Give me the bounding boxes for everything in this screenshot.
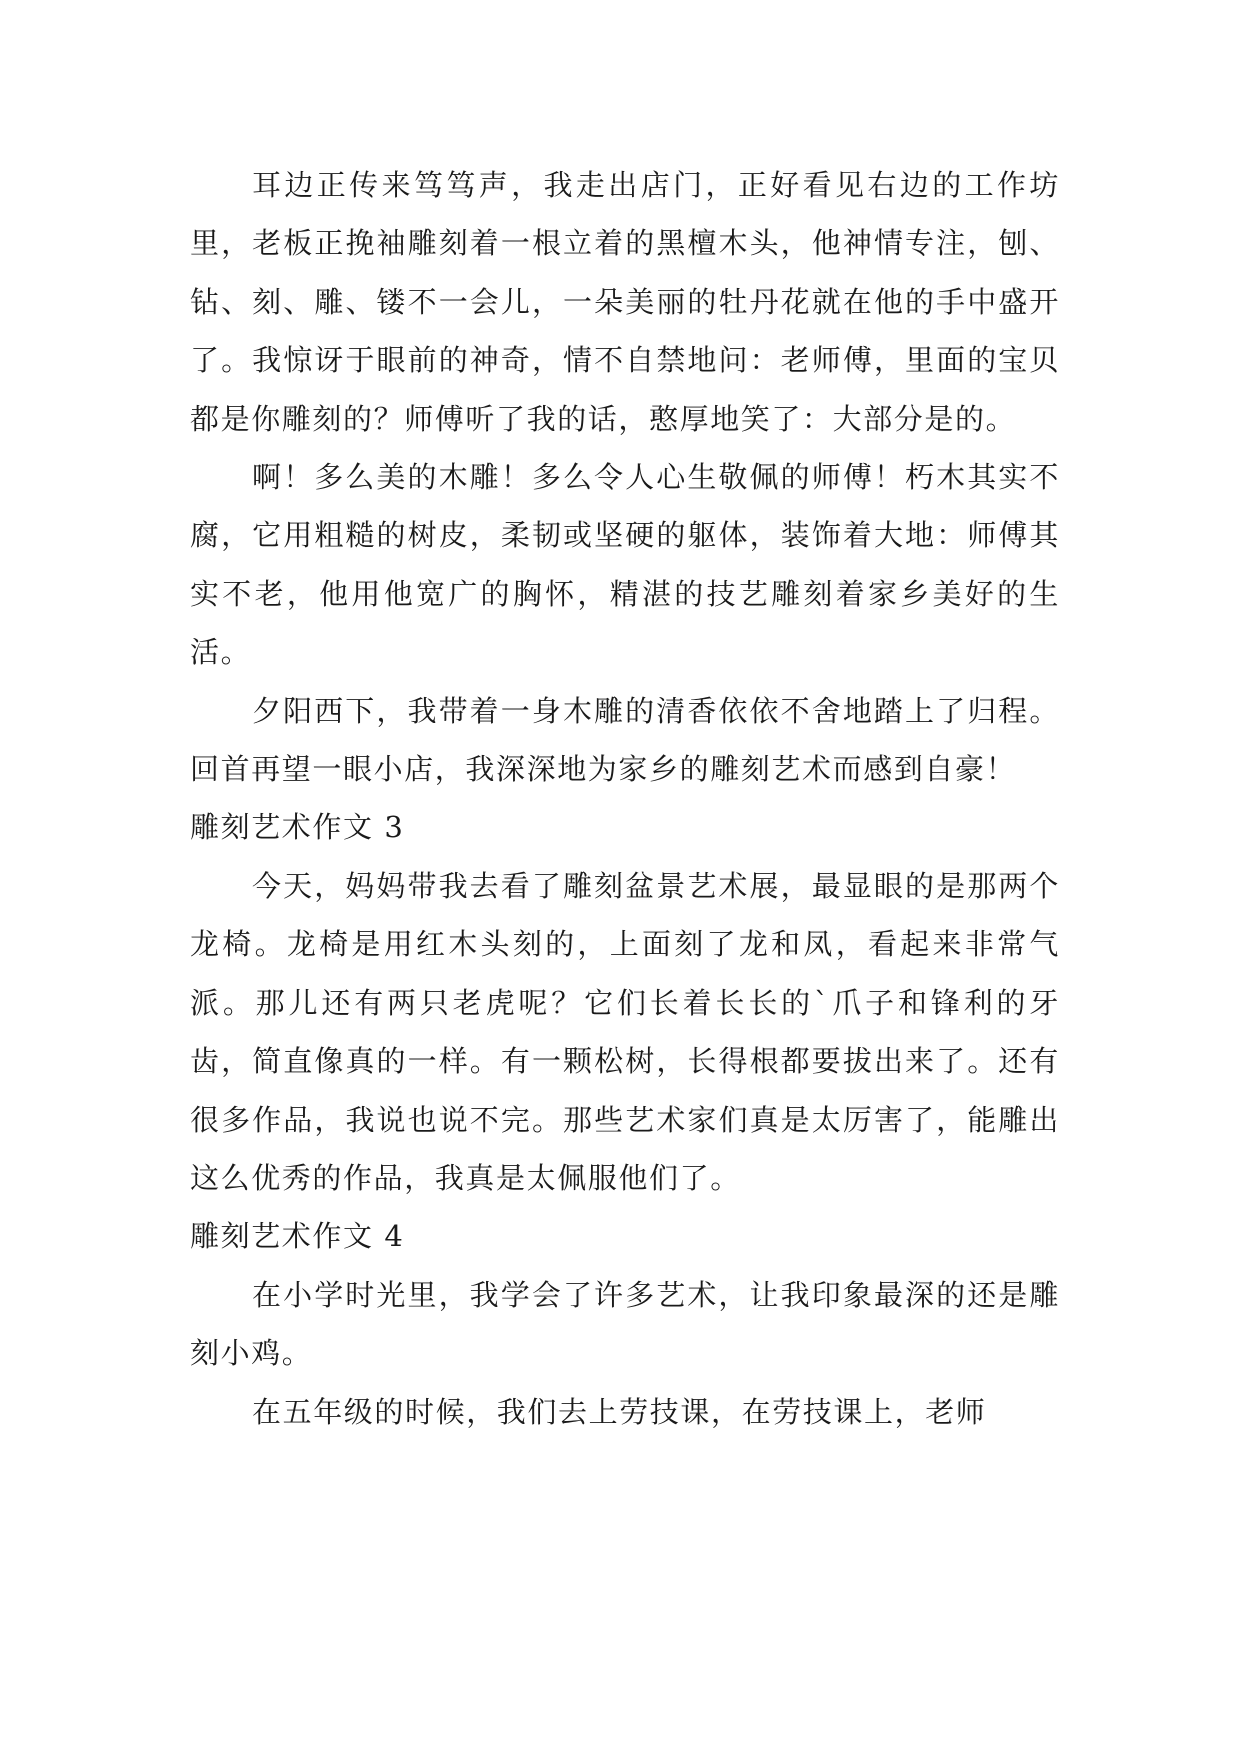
paragraph-sunset: 夕阳西下，我带着一身木雕的清香依依不舍地踏上了归程。回首再望一眼小店，我深深地为家乡的雕刻艺术而感到自豪！ — [190, 693, 1060, 787]
paragraph-fifth-grade: 在五年级的时候，我们去上劳技课，在劳技课上，老师 — [252, 1394, 987, 1429]
paragraph-primary-school: 在小学时光里，我学会了许多艺术，让我印象最深的还是雕刻小鸡。 — [190, 1277, 1060, 1371]
paragraph-exhibition: 今天，妈妈带我去看了雕刻盆景艺术展，最显眼的是那两个龙椅。龙椅是用红木头刻的，上面刻了龙和凤，看起来非常气派。那儿还有两只老虎呢？它们长着长长的`爪子和锋利的牙齿，简直像真的一样。有一颗松树，长得根都要拔出来了。还有很多作品，我说也说不完。那些艺术家们真是太厉害了，能雕出这么优秀的作品，我真是太佩服他们了。 — [190, 868, 1060, 1195]
paragraph-workshop: 耳边正传来笃笃声，我走出店门，正好看见右边的工作坊里，老板正挽袖雕刻着一根立着的黑檀木头，他神情专注，刨、钻、刻、雕、镂不一会儿，一朵美丽的牡丹花就在他的手中盛开了。我惊讶于眼前的神奇，情不自禁地问：老师傅，里面的宝贝都是你雕刻的？师傅听了我的话，憨厚地笑了：大部分是的。 — [190, 168, 1060, 436]
essay-heading-4: 雕刻艺术作文 4 — [190, 1219, 405, 1254]
essay-heading-3: 雕刻艺术作文 3 — [190, 810, 405, 845]
paragraph-woodcarving-praise: 啊！多么美的木雕！多么令人心生敬佩的师傅！朽木其实不腐，它用粗糙的树皮，柔韧或坚硬的躯体，装饰着大地：师傅其实不老，他用他宽广的胸怀，精湛的技艺雕刻着家乡美好的生活。 — [190, 460, 1060, 670]
document-body — [190, 156, 1060, 1441]
